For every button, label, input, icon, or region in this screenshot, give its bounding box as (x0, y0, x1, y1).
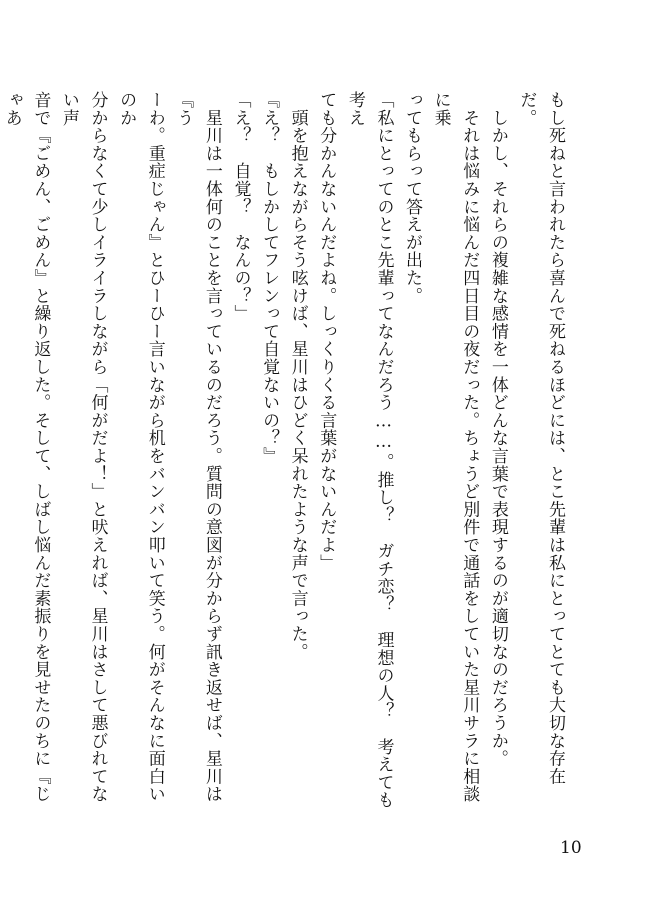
text-line-1: もし死ねと言われたら喜んで死ねるほどには、とこ先輩は私にとってとても大切な存在だ。 (516, 91, 565, 786)
text-line-3: それは悩みに悩んだ四日目の夜だった。ちょうど別件で通話をしていた星川サラに相談に乗 (430, 91, 480, 803)
text-line-12: 分からなくて少しイライラしながら「何がだよ！」と吠えれば、星川はさして悪びれてない声 (58, 91, 108, 803)
text-line-10: 星川は一体何のことを言っているのだろう。質問の意図が分からず訊き返せば、星川は『う (173, 91, 222, 803)
text-line-9: 「え？ 自覚？ なんの？」 (230, 91, 251, 323)
text-line-2: しかし、それらの複雑な感情を一体どんな言葉で表現するのが適切なのだろうか。 (487, 91, 508, 768)
text-line-11: ーわ。重症じゃん』とひーひー言いながら机をバンバン叩いて笑う。何がそんなに面白いのか (116, 91, 165, 803)
vertical-text-body (0, 91, 569, 811)
text-line-8: 『え？ もしかしてフレンって自覚ないの？』 (259, 91, 280, 465)
page-number: 10 (560, 838, 582, 858)
text-line-4: ってもらって答えが出た。 (402, 91, 423, 305)
text-line-5: 「私にとってのとこ先輩ってなんだろう……。推し？ ガチ恋？ 理想の人？ 考えても考え (344, 91, 394, 809)
text-line-7: 頭を抱えながらそう呟けば、星川はひどく呆れたような声で言った。 (287, 91, 308, 661)
text-line-13: 音で『ごめん、ごめん』と繰り返した。そして、しばし悩んだ素振りを見せたのちに『じゃあ (1, 91, 51, 803)
text-line-6: ても分かんないんだよね。しっくりくる言葉がないんだよ」 (316, 91, 337, 572)
